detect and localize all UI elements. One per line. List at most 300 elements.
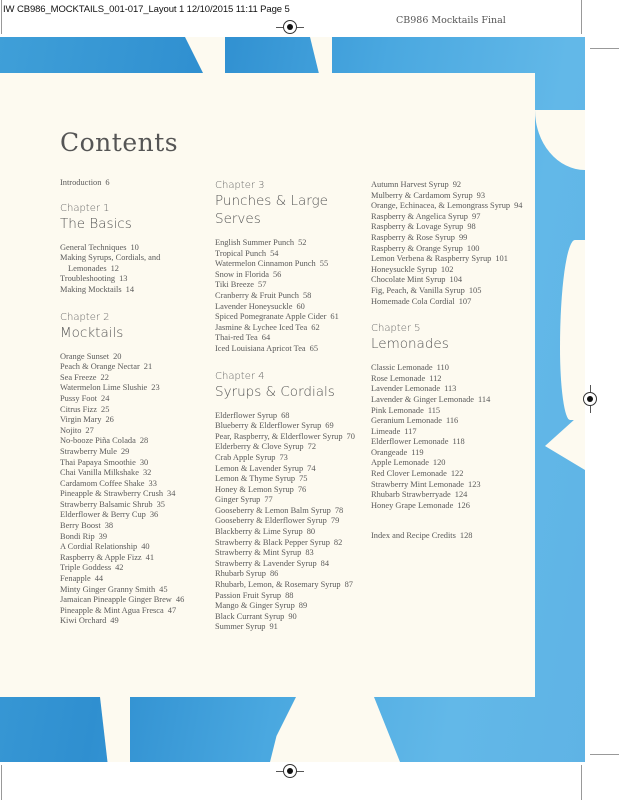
toc-entry[interactable] xyxy=(60,616,210,627)
entry-label: Orange, Echinacea, & Lemongrass Syrup xyxy=(371,201,511,211)
entry-label: Watermelon Cinnamon Punch xyxy=(215,259,316,269)
entry-label: Berry Boost xyxy=(60,521,101,531)
entry-page: 101 xyxy=(495,254,508,264)
toc-entry[interactable] xyxy=(371,374,526,385)
entry-label: Citrus Fizz xyxy=(60,404,97,414)
toc-entry[interactable] xyxy=(371,490,526,501)
chapter-4-continued xyxy=(371,180,526,307)
entry-label: Pussy Foot xyxy=(60,393,98,403)
entry-page: 126 xyxy=(457,500,470,510)
entry-page: 128 xyxy=(459,531,473,541)
toc-entry[interactable] xyxy=(371,180,526,191)
entry-page: 93 xyxy=(476,190,486,200)
toc-entry[interactable] xyxy=(60,405,210,416)
entry-page: 57 xyxy=(258,280,267,290)
entry-label: Virgin Mary xyxy=(60,415,102,425)
toc-entry[interactable] xyxy=(215,538,370,549)
entry-label: Tropical Punch xyxy=(215,248,267,258)
entry-label: Honey & Lemon Syrup xyxy=(215,484,294,494)
toc-entry[interactable] xyxy=(215,601,370,612)
toc-entry[interactable] xyxy=(371,297,526,308)
toc-entry[interactable] xyxy=(371,233,526,244)
entry-label: Rose Lemonade xyxy=(371,373,426,383)
chapter-number: Chapter 4 xyxy=(215,370,265,382)
toc-entry[interactable] xyxy=(60,606,210,617)
toc-entry[interactable] xyxy=(215,291,370,302)
toc-entry[interactable] xyxy=(60,458,210,469)
entry-label: Minty Ginger Granny Smith xyxy=(60,584,156,594)
toc-entry[interactable] xyxy=(371,363,526,374)
entry-page: 6 xyxy=(105,178,110,187)
entry-page: 32 xyxy=(142,468,152,478)
toc-entry-introduction[interactable] xyxy=(60,178,210,189)
trim-mark xyxy=(1,0,2,34)
entry-label: Summer Syrup xyxy=(215,622,266,632)
toc-entry[interactable] xyxy=(215,612,370,623)
entry-label: Crab Apple Syrup xyxy=(215,452,276,462)
toc-entry[interactable] xyxy=(371,406,526,417)
toc-entry[interactable] xyxy=(60,468,210,479)
toc-entry[interactable] xyxy=(60,436,210,447)
entry-page: 88 xyxy=(285,590,294,600)
entry-page: 56 xyxy=(272,269,282,279)
entry-page: 104 xyxy=(449,275,463,285)
entry-label: Bondi Rip xyxy=(60,531,95,541)
trim-mark xyxy=(590,48,619,49)
toc-entry[interactable] xyxy=(215,559,370,570)
entry-page: 60 xyxy=(296,301,305,311)
chapter-number: Chapter 5 xyxy=(371,323,421,335)
registration-mark-icon xyxy=(283,764,297,778)
chapter-title[interactable]: Syrups & Cordials xyxy=(215,383,335,400)
entry-label: Honey Grape Lemonade xyxy=(371,500,454,510)
entry-label: Lavender & Ginger Lemonade xyxy=(371,394,475,404)
entry-label: Blueberry & Elderflower Syrup xyxy=(215,421,322,431)
entry-label: Rhubarb, Lemon, & Rosemary Syrup xyxy=(215,580,341,590)
entry-label: Fenapple xyxy=(60,574,91,584)
entry-page: 13 xyxy=(119,274,128,284)
toc-entry[interactable] xyxy=(60,394,210,405)
entry-page: 58 xyxy=(302,290,312,300)
entry-page: 33 xyxy=(148,478,157,488)
chapter-title[interactable]: The Basics xyxy=(60,215,132,232)
entry-page: 74 xyxy=(307,463,316,473)
entry-label: Jamaican Pineapple Ginger Brew xyxy=(60,595,172,605)
chapter-number: Chapter 1 xyxy=(60,202,110,214)
entry-label: Honeysuckle Syrup xyxy=(371,264,437,274)
toc-entry[interactable] xyxy=(60,383,210,394)
entry-page: 23 xyxy=(151,383,160,393)
print-slug-left: IW CB986_MOCKTAILS_001-017_Layout 1 12/10/2015 11:11 Page 5 xyxy=(3,4,290,15)
entry-page: 21 xyxy=(143,362,153,372)
entry-page: 76 xyxy=(297,484,307,494)
entry-label: Introduction xyxy=(60,178,102,187)
toc-entry[interactable] xyxy=(60,415,210,426)
entry-label: Limeade xyxy=(371,426,401,436)
entry-label: Mulberry & Cardamom Syrup xyxy=(371,190,473,200)
entry-label: Strawberry & Mint Syrup xyxy=(215,548,302,558)
toc-entry[interactable] xyxy=(60,553,210,564)
toc-column-3 xyxy=(371,180,526,542)
entry-label: Passion Fruit Syrup xyxy=(215,590,282,600)
toc-entry[interactable] xyxy=(371,286,526,297)
toc-entry[interactable] xyxy=(60,274,210,285)
chapter-title[interactable]: Punches & Large Serves xyxy=(215,193,328,227)
entry-page: 82 xyxy=(333,537,343,547)
toc-entry[interactable] xyxy=(371,395,526,406)
entry-page: 39 xyxy=(98,531,108,541)
toc-entry[interactable] xyxy=(215,622,370,633)
entry-page: 26 xyxy=(105,415,114,425)
toc-entry[interactable] xyxy=(60,362,210,373)
entry-label: Tiki Breeze xyxy=(215,280,254,290)
toc-entry[interactable] xyxy=(60,595,210,606)
entry-label: Spiced Pomegranate Apple Cider xyxy=(215,312,327,322)
entry-label: Chocolate Mint Syrup xyxy=(371,275,446,285)
toc-entry[interactable] xyxy=(60,500,210,511)
entry-page: 24 xyxy=(101,393,110,403)
entry-page: 98 xyxy=(467,222,476,232)
entry-page: 20 xyxy=(113,351,122,361)
entry-label: Elderflower Lemonade xyxy=(371,437,449,447)
toc-entry[interactable] xyxy=(60,489,210,500)
entry-page: 118 xyxy=(452,437,465,447)
entry-label: Lavender Honeysuckle xyxy=(215,301,293,311)
entry-label: Geranium Lemonade xyxy=(371,416,442,426)
entry-page: 113 xyxy=(444,384,457,394)
toc-entry[interactable] xyxy=(371,191,526,202)
toc-entry[interactable] xyxy=(371,416,526,427)
entry-label: Sea Freeze xyxy=(60,372,97,382)
entry-page: 105 xyxy=(468,285,482,295)
entry-page: 110 xyxy=(436,363,449,373)
entry-page: 27 xyxy=(85,425,94,435)
toc-entry[interactable] xyxy=(215,485,370,496)
entry-label: Making Syrups, Cordials, and Lemonades xyxy=(60,253,161,273)
toc-entry[interactable] xyxy=(371,480,526,491)
entry-page: 114 xyxy=(478,394,491,404)
entry-label: Nojito xyxy=(60,425,82,435)
toc-entry[interactable] xyxy=(371,201,526,212)
toc-entry[interactable] xyxy=(60,285,210,296)
registration-mark-icon xyxy=(583,392,597,406)
entry-label: Thai-red Tea xyxy=(215,333,258,343)
entry-label: Lavender Lemonade xyxy=(371,384,441,394)
entry-page: 64 xyxy=(261,333,271,343)
chapter-title[interactable]: Lemonades xyxy=(371,336,449,353)
entry-label: Elderflower Syrup xyxy=(215,410,278,420)
entry-page: 100 xyxy=(466,243,480,253)
entry-page: 22 xyxy=(100,372,109,382)
trim-mark xyxy=(581,0,582,34)
toc-entry[interactable] xyxy=(215,344,370,355)
toc-entry[interactable] xyxy=(371,265,526,276)
toc-entry[interactable] xyxy=(215,421,370,432)
toc-entry[interactable] xyxy=(215,548,370,559)
entry-label: Kiwi Orchard xyxy=(60,616,107,626)
entry-label: Watermelon Lime Slushie xyxy=(60,383,148,393)
entry-page: 46 xyxy=(175,595,185,605)
entry-label: Index and Recipe Credits xyxy=(371,531,456,541)
entry-page: 102 xyxy=(440,264,454,274)
entry-page: 68 xyxy=(281,410,290,420)
toc-entry[interactable] xyxy=(60,253,210,274)
entry-label: Raspberry & Orange Syrup xyxy=(371,243,463,253)
toc-entry[interactable] xyxy=(215,506,370,517)
toc-entry[interactable] xyxy=(60,521,210,532)
toc-entry[interactable] xyxy=(371,275,526,286)
entry-label: General Techniques xyxy=(60,242,127,252)
toc-entry[interactable] xyxy=(371,469,526,480)
entry-page: 99 xyxy=(458,232,468,242)
entry-page: 120 xyxy=(432,458,446,468)
entry-label: Rhubarb Strawberryade xyxy=(371,490,451,500)
toc-entry[interactable] xyxy=(60,352,210,363)
chapter-3 xyxy=(215,180,370,355)
toc-entry[interactable] xyxy=(215,302,370,313)
entry-label: Mango & Ginger Syrup xyxy=(215,601,295,611)
entry-label: Peach & Orange Nectar xyxy=(60,362,140,372)
toc-entry[interactable] xyxy=(215,432,370,443)
entry-label: Triple Goddess xyxy=(60,563,112,573)
entry-page: 40 xyxy=(141,542,150,552)
entry-page: 38 xyxy=(104,521,114,531)
trim-mark xyxy=(590,754,619,755)
toc-entry[interactable] xyxy=(215,249,370,260)
toc-entry[interactable] xyxy=(215,516,370,527)
toc-entry[interactable] xyxy=(60,585,210,596)
entry-label: Homemade Cola Cordial xyxy=(371,296,455,306)
entry-page: 29 xyxy=(120,446,130,456)
entry-page: 87 xyxy=(344,580,353,590)
entry-label: Pineapple & Strawberry Crush xyxy=(60,489,164,499)
entry-label: Lemon & Thyme Syrup xyxy=(215,474,296,484)
toc-entry[interactable] xyxy=(60,574,210,585)
entry-label: Red Clover Lemonade xyxy=(371,469,447,479)
entry-page: 55 xyxy=(319,259,329,269)
entry-page: 65 xyxy=(309,343,319,353)
entry-label: Orangeade xyxy=(371,447,408,457)
entry-page: 79 xyxy=(330,516,340,526)
chapter-title[interactable]: Mocktails xyxy=(60,324,124,341)
entry-label: Apple Lemonade xyxy=(371,458,429,468)
entry-label: Gooseberry & Elderflower Syrup xyxy=(215,516,327,526)
entry-label: Jasmine & Lychee Iced Tea xyxy=(215,322,308,332)
entry-page: 28 xyxy=(139,436,149,446)
entry-page: 35 xyxy=(156,499,165,509)
entry-page: 14 xyxy=(125,284,135,294)
entry-page: 97 xyxy=(472,211,481,221)
toc-entry[interactable] xyxy=(371,384,526,395)
entry-page: 116 xyxy=(445,416,459,426)
entry-page: 112 xyxy=(429,373,442,383)
trim-mark xyxy=(581,765,582,800)
toc-entry[interactable] xyxy=(215,323,370,334)
entry-page: 72 xyxy=(307,442,316,452)
entry-page: 94 xyxy=(514,201,523,211)
entry-label: Pineapple & Mint Agua Fresca xyxy=(60,605,164,615)
entry-page: 92 xyxy=(452,180,462,189)
toc-entry[interactable] xyxy=(215,453,370,464)
print-slug-right: CB986 Mocktails Final xyxy=(396,15,506,26)
entry-page: 44 xyxy=(94,574,104,584)
chapter-5 xyxy=(371,323,526,511)
entry-label: Strawberry & Lavender Syrup xyxy=(215,558,317,568)
toc-entry[interactable] xyxy=(60,542,210,553)
entry-page: 62 xyxy=(311,322,320,332)
entry-page: 34 xyxy=(167,489,176,499)
toc-entry[interactable] xyxy=(60,243,210,254)
entry-label: Rhubarb Syrup xyxy=(215,569,266,579)
toc-entry[interactable] xyxy=(215,270,370,281)
entry-label: Raspberry & Angelica Syrup xyxy=(371,211,468,221)
entry-label: Pear, Raspberry, & Elderflower Syrup xyxy=(215,431,343,441)
page-title: Contents xyxy=(60,128,179,157)
entry-label: English Summer Punch xyxy=(215,238,295,247)
toc-entry[interactable] xyxy=(371,448,526,459)
entry-page: 30 xyxy=(139,457,149,467)
entry-label: Autumn Harvest Syrup xyxy=(371,180,449,189)
entry-label: Chai Vanilla Milkshake xyxy=(60,468,139,478)
entry-page: 86 xyxy=(269,569,279,579)
entry-page: 41 xyxy=(145,552,155,562)
toc-entry[interactable] xyxy=(60,479,210,490)
toc-column-2 xyxy=(215,180,370,649)
entry-label: Snow in Florida xyxy=(215,269,269,279)
entry-label: Gooseberry & Lemon Balm Syrup xyxy=(215,505,331,515)
toc-entry-index[interactable] xyxy=(371,531,526,542)
chapter-1 xyxy=(60,203,210,296)
toc-entry[interactable] xyxy=(215,527,370,538)
entry-page: 89 xyxy=(298,601,308,611)
toc-entry[interactable] xyxy=(371,458,526,469)
entry-page: 52 xyxy=(298,238,307,247)
entry-label: Lemon Verbena & Raspberry Syrup xyxy=(371,254,492,264)
chapter-2 xyxy=(60,312,210,627)
trim-mark xyxy=(1,765,2,800)
entry-page: 73 xyxy=(279,452,288,462)
registration-mark-icon xyxy=(283,20,297,34)
toc-entry[interactable] xyxy=(215,580,370,591)
entry-label: Strawberry Balsamic Shrub xyxy=(60,499,153,509)
entry-label: Troubleshooting xyxy=(60,274,116,284)
entry-label: Strawberry & Black Pepper Syrup xyxy=(215,537,330,547)
toc-entry[interactable] xyxy=(215,495,370,506)
entry-label: Blackberry & Lime Syrup xyxy=(215,527,303,537)
chapter-number: Chapter 2 xyxy=(60,311,110,323)
entry-page: 10 xyxy=(130,242,139,252)
entry-page: 117 xyxy=(404,426,417,436)
toc-entry[interactable] xyxy=(371,427,526,438)
entry-page: 49 xyxy=(110,616,119,626)
entry-label: Thai Papaya Smoothie xyxy=(60,457,136,467)
toc-entry[interactable] xyxy=(371,244,526,255)
entry-page: 119 xyxy=(411,447,424,457)
entry-label: Elderberry & Clove Syrup xyxy=(215,442,304,452)
entry-label: Lemon & Lavender Syrup xyxy=(215,463,304,473)
toc-entry[interactable] xyxy=(371,501,526,512)
toc-entry[interactable] xyxy=(60,563,210,574)
toc-entry[interactable] xyxy=(60,532,210,543)
toc-entry[interactable] xyxy=(215,474,370,485)
toc-entry[interactable] xyxy=(60,426,210,437)
toc-entry[interactable] xyxy=(215,333,370,344)
toc-column-1 xyxy=(60,178,210,643)
toc-entry[interactable] xyxy=(215,442,370,453)
entry-page: 42 xyxy=(115,563,124,573)
entry-page: 91 xyxy=(269,622,278,632)
toc-entry[interactable] xyxy=(60,510,210,521)
toc-entry[interactable] xyxy=(215,280,370,291)
toc-entry[interactable] xyxy=(60,373,210,384)
entry-label: Black Currant Syrup xyxy=(215,611,285,621)
entry-page: 25 xyxy=(101,404,110,414)
entry-label: Raspberry & Lovage Syrup xyxy=(371,222,464,232)
toc-entry[interactable] xyxy=(215,238,370,249)
toc-entry[interactable] xyxy=(215,464,370,475)
entry-page: 12 xyxy=(110,263,119,273)
entry-label: No-booze Piña Colada xyxy=(60,436,136,446)
entry-label: A Cordial Relationship xyxy=(60,542,138,552)
entry-label: Making Mocktails xyxy=(60,284,122,294)
entry-page: 90 xyxy=(288,611,297,621)
toc-entry[interactable] xyxy=(215,411,370,422)
entry-label: Iced Louisiana Apricot Tea xyxy=(215,343,306,353)
chapter-4 xyxy=(215,371,370,633)
entry-label: Strawberry Mule xyxy=(60,446,117,456)
entry-label: Raspberry & Apple Fizz xyxy=(60,552,142,562)
toc-entry[interactable] xyxy=(215,569,370,580)
entry-label: Elderflower & Berry Cup xyxy=(60,510,146,520)
entry-page: 122 xyxy=(450,469,464,479)
entry-page: 45 xyxy=(159,584,168,594)
toc-entry[interactable] xyxy=(371,222,526,233)
entry-page: 78 xyxy=(334,505,344,515)
toc-entry[interactable] xyxy=(215,312,370,323)
entry-page: 70 xyxy=(346,431,355,441)
entry-page: 36 xyxy=(149,510,159,520)
entry-page: 69 xyxy=(325,421,334,431)
entry-page: 80 xyxy=(306,527,316,537)
entry-page: 77 xyxy=(264,495,273,505)
entry-label: Cranberry & Fruit Punch xyxy=(215,290,299,300)
toc-entry[interactable] xyxy=(215,591,370,602)
toc-entry[interactable] xyxy=(215,259,370,270)
entry-page: 84 xyxy=(320,558,330,568)
entry-page: 123 xyxy=(468,479,481,489)
entry-label: Raspberry & Rose Syrup xyxy=(371,232,455,242)
entry-label: Orange Sunset xyxy=(60,351,110,361)
entry-page: 75 xyxy=(299,474,308,484)
entry-page: 83 xyxy=(305,548,314,558)
toc-entry[interactable] xyxy=(371,437,526,448)
entry-label: Fig, Peach, & Vanilla Syrup xyxy=(371,285,465,295)
entry-page: 124 xyxy=(454,490,468,500)
entry-label: Ginger Syrup xyxy=(215,495,261,505)
entry-label: Strawberry Mint Lemonade xyxy=(371,479,465,489)
entry-page: 115 xyxy=(427,405,441,415)
entry-page: 54 xyxy=(270,248,279,258)
entry-label: Classic Lemonade xyxy=(371,363,433,373)
toc-entry[interactable] xyxy=(371,254,526,265)
toc-entry[interactable] xyxy=(371,212,526,223)
chapter-number: Chapter 3 xyxy=(215,180,265,191)
entry-page: 47 xyxy=(167,605,177,615)
entry-label: Cardamom Coffee Shake xyxy=(60,478,145,488)
entry-page: 107 xyxy=(458,296,472,306)
toc-entry[interactable] xyxy=(60,447,210,458)
entry-page: 61 xyxy=(330,312,339,322)
